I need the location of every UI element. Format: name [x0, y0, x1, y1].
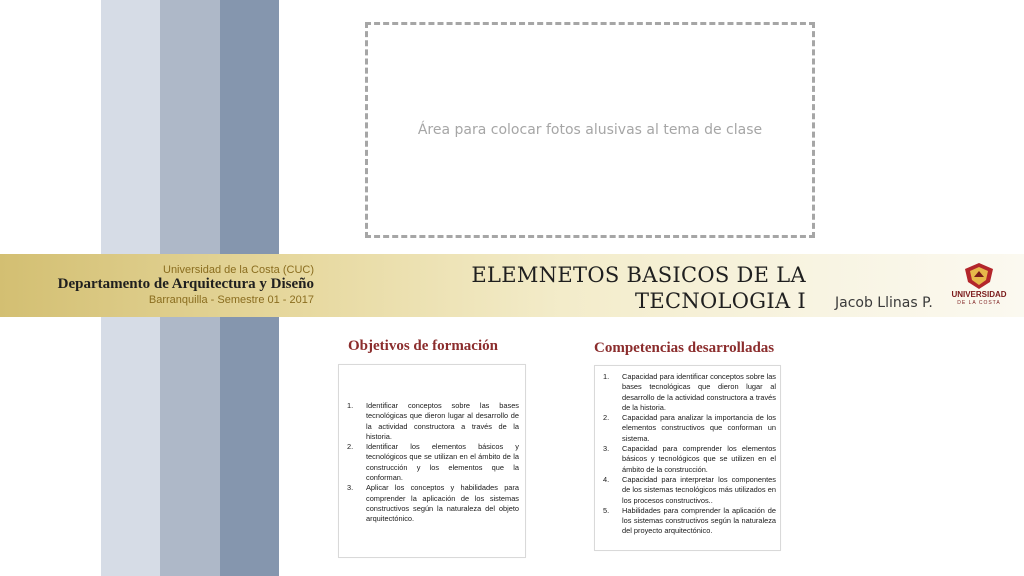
list-item-text: Capacidad para analizar la importancia de los elementos constructivos que conforman un sistema.: [622, 413, 776, 443]
list-item-text: Identificar los elementos básicos y tecnológicos que se utilizan en el ámbito de la construcción y los elementos que la conforman.: [366, 442, 519, 483]
list-item: [603, 444, 776, 475]
list-item-number: 1.: [347, 401, 354, 410]
list-item-text: Capacidad para interpretar los componentes de los sistemas tecnológicos más utilizados en los procesos constructivos..: [622, 474, 776, 505]
teacher-name: Jacob Llinas P.: [835, 295, 933, 311]
objetivos-box: [338, 364, 526, 558]
list-item-number: 3.: [603, 444, 610, 454]
objetivos-list: [347, 401, 519, 525]
list-item: [603, 372, 776, 413]
course-title: [471, 262, 806, 314]
list-item-number: 5.: [603, 505, 610, 515]
list-item: [347, 442, 519, 483]
photo-placeholder: [365, 22, 815, 238]
list-item-text: Aplicar los conceptos y habilidades para comprender la aplicación de los sistemas constructivos según la naturaleza del objeto arquitectónico.: [366, 483, 519, 524]
course-title-line-2: TECNOLOGIA I: [635, 289, 806, 313]
shield-icon: [962, 262, 996, 290]
list-item: [347, 401, 519, 442]
logo-text-sub: DE LA COSTA: [957, 300, 1001, 306]
list-item-number: 1.: [603, 372, 610, 381]
university-logo: [948, 262, 1010, 312]
photo-placeholder-text: Área para colocar fotos alusivas al tema de clase: [417, 122, 763, 138]
list-item: [603, 475, 776, 506]
list-item-text: Capacidad para identificar conceptos sobre las bases tecnológicas que dieron lugar al desarrollo de la actividad constructora a través de la historia.: [622, 372, 776, 412]
list-item-number: 2.: [603, 413, 610, 423]
list-item: [347, 483, 519, 524]
semester-label: Barranquilla - Semestre 01 - 2017: [148, 294, 314, 306]
list-item-text: Identificar conceptos sobre las bases tecnológicas que dieron lugar al desarrollo de la actividad constructora a través de la historia.: [366, 401, 519, 441]
objetivos-heading: Objetivos de formación: [348, 338, 498, 354]
list-item-number: 3.: [347, 483, 354, 493]
department-name: Departamento de Arquitectura y Diseño: [57, 276, 314, 292]
competencias-heading: Competencias desarrolladas: [594, 340, 775, 356]
list-item-text: Capacidad para comprender los elementos básicos y tecnológicos que se utilizen en el ámbito de la construcción.: [622, 444, 776, 474]
list-item-text: Habilidades para comprender la aplicación de los sistemas constructivos según la naturaleza del proyecto arquitectónico.: [622, 505, 776, 536]
list-item: [603, 506, 776, 537]
list-item-number: 2.: [347, 442, 354, 452]
list-item: [603, 413, 776, 444]
logo-text-main: UNIVERSIDAD: [951, 290, 1007, 299]
competencias-list: [603, 372, 776, 537]
course-title-line-1: ELEMNETOS BASICOS DE LA: [471, 263, 806, 287]
competencias-box: [594, 365, 781, 551]
university-name: Universidad de la Costa (CUC): [163, 264, 314, 276]
list-item-number: 4.: [603, 474, 610, 484]
